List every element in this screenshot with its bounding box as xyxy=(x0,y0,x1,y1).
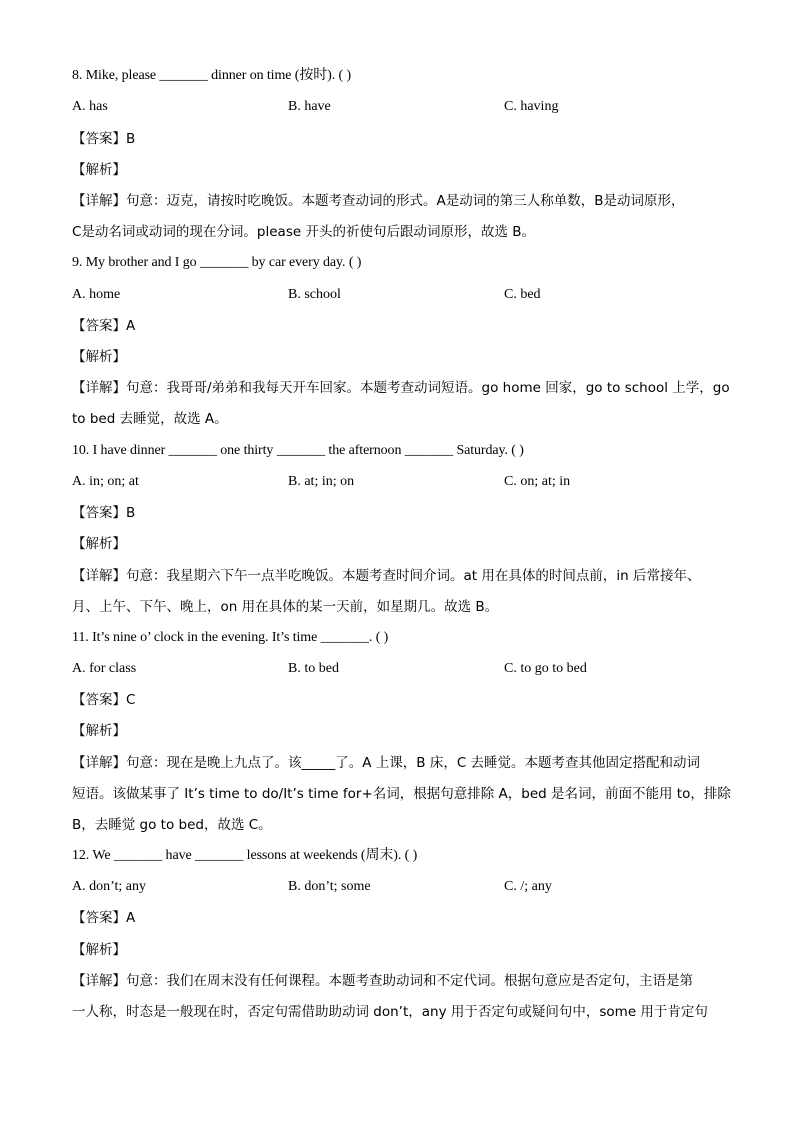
detail-line: 月、上午、下午、晚上，on 用在具体的某一天前，如星期几。故选 B。 xyxy=(72,599,499,615)
choice-a: A. for class xyxy=(72,661,137,676)
choice-b: B. have xyxy=(288,99,331,114)
choice-c: C. bed xyxy=(504,287,541,302)
question-11-stem: 11. It’s nine o’ clock in the evening. It’s time _______. ( ) xyxy=(72,630,389,645)
analysis-label: 【解析】 xyxy=(72,536,126,552)
choice-b: B. don’t; some xyxy=(288,879,371,894)
analysis-label: 【解析】 xyxy=(72,162,126,178)
detail-line: 一人称，时态是一般现在时，否定句需借助助动词 don’t，any 用于否定句或疑问句中，some 用于肯定句 xyxy=(72,1004,708,1020)
choice-a: A. don’t; any xyxy=(72,879,147,894)
answer-label: 【答案】A xyxy=(72,910,136,926)
question-9-stem: 9. My brother and I go _______ by car every day. ( ) xyxy=(72,255,362,270)
choice-a: A. home xyxy=(72,287,121,302)
detail-line: 短语。该做某事了 It’s time to do/It’s time for+名词，根据句意排除 A，bed 是名词，前面不能用 to，排除 xyxy=(72,786,731,802)
answer-label: 【答案】C xyxy=(72,692,136,708)
detail-line: 【详解】句意：我哥哥/弟弟和我每天开车回家。本题考查动词短语。go home 回家，go to school 上学，go xyxy=(72,380,730,396)
analysis-label: 【解析】 xyxy=(72,723,126,739)
detail-line: B，去睡觉 go to bed，故选 C。 xyxy=(72,817,272,833)
choice-c: C. on; at; in xyxy=(504,474,571,489)
answer-label: 【答案】B xyxy=(72,131,136,147)
choice-c: C. having xyxy=(504,99,559,114)
choice-a: A. has xyxy=(72,99,108,114)
analysis-label: 【解析】 xyxy=(72,349,126,365)
answer-label: 【答案】B xyxy=(72,505,136,521)
choice-b: B. school xyxy=(288,287,341,302)
detail-line: 【详解】句意：现在是晚上九点了。该_____了。A 上课，B 床，C 去睡觉。本题考查其他固定搭配和动词 xyxy=(72,755,701,771)
detail-line: C是动名词或动词的现在分词。please 开头的祈使句后跟动词原形，故选 B。 xyxy=(72,224,536,240)
detail-line: 【详解】句意：我们在周末没有任何课程。本题考查助动词和不定代词。根据句意应是否定句，主语是第 xyxy=(72,973,693,989)
question-10-stem: 10. I have dinner _______ one thirty _______ the afternoon _______ Saturday. ( ) xyxy=(72,443,524,458)
choice-a: A. in; on; at xyxy=(72,474,139,489)
choice-c: C. to go to bed xyxy=(504,661,587,676)
answer-label: 【答案】A xyxy=(72,318,136,334)
choice-b: B. at; in; on xyxy=(288,474,355,489)
detail-line: 【详解】句意：我星期六下午一点半吃晚饭。本题考查时间介词。at 用在具体的时间点前，in 后常接年、 xyxy=(72,568,701,584)
question-12-stem: 12. We _______ have _______ lessons at weekends (周末). ( ) xyxy=(72,848,418,863)
detail-line: 【详解】句意：迈克，请按时吃晚饭。本题考查动词的形式。A是动词的第三人称单数，B是动词原形， xyxy=(72,193,685,209)
choice-b: B. to bed xyxy=(288,661,339,676)
choice-c: C. /; any xyxy=(504,879,552,894)
analysis-label: 【解析】 xyxy=(72,942,126,958)
question-8-stem: 8. Mike, please _______ dinner on time (按时). ( ) xyxy=(72,68,352,83)
detail-line: to bed 去睡觉，故选 A。 xyxy=(72,411,228,427)
